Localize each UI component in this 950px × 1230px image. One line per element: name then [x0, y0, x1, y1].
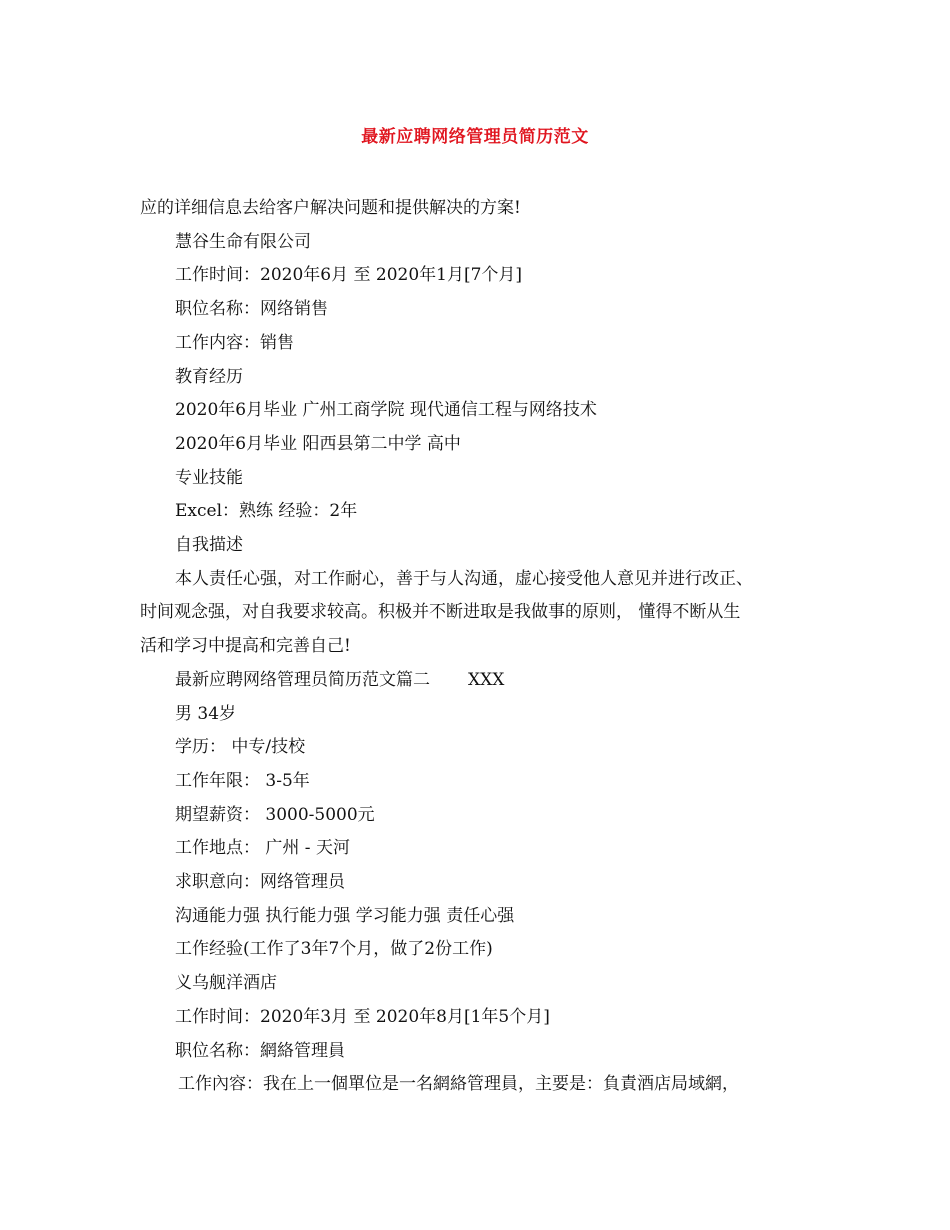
company-name: 慧谷生命有限公司: [175, 231, 311, 252]
gender-age: 男 34岁: [175, 703, 237, 724]
document-body: [140, 192, 840, 1102]
years-of-experience: 工作年限： 3-5年: [175, 770, 310, 791]
section-heading-education: 教育经历: [175, 366, 243, 387]
section-heading-skills: 专业技能: [175, 467, 243, 488]
education-entry: 2020年6月毕业 阳西县第二中学 高中: [175, 433, 461, 454]
position-title: 职位名称：网络销售: [175, 299, 328, 320]
work-location: 工作地点： 广州 - 天河: [175, 838, 350, 859]
work-experience-summary: 工作经验(工作了3年7个月，做了2份工作): [175, 939, 493, 960]
document-title: 最新应聘网络管理员简历范文: [361, 127, 589, 147]
company-name: 义乌舰洋酒店: [175, 973, 277, 994]
resume-two-heading: [140, 664, 840, 698]
candidate-name: XXX: [468, 669, 505, 690]
work-content: 工作内容：销售: [175, 332, 294, 353]
section-heading-self-description: 自我描述: [175, 535, 243, 556]
skill-entry: Excel：熟练 经验：2年: [175, 501, 358, 522]
self-description-line: 本人责任心强，对工作耐心，善于与人沟通，虚心接受他人意见并进行改正、: [175, 568, 753, 589]
work-period: 工作时间：2020年6月 至 2020年1月[7个月]: [175, 265, 523, 286]
work-period: 工作时间：2020年3月 至 2020年8月[1年5个月]: [175, 1006, 550, 1027]
self-description-line: 时间观念强，对自我要求较高。积极并不断进取是我做事的原则， 懂得不断从生: [140, 602, 741, 623]
strengths: 沟通能力强 执行能力强 学习能力强 责任心强: [175, 905, 515, 926]
resume-two-title: 最新应聘网络管理员简历范文篇二: [175, 669, 430, 690]
position-title: 职位名称：網絡管理員: [175, 1040, 345, 1061]
job-intention: 求职意向：网络管理员: [175, 872, 345, 893]
work-content: 工作內容：我在上一個單位是一名網絡管理員，主要是：負責酒店局域網，: [178, 1074, 739, 1095]
expected-salary: 期望薪资： 3000-5000元: [175, 804, 375, 825]
text-line-continuation: 应的详细信息去给客户解决问题和提供解决的方案!: [140, 198, 521, 218]
education-entry: 2020年6月毕业 广州工商学院 现代通信工程与网络技术: [175, 400, 597, 421]
education-level: 学历： 中专/技校: [175, 737, 306, 758]
self-description-line: 活和学习中提高和完善自己!: [140, 636, 351, 657]
